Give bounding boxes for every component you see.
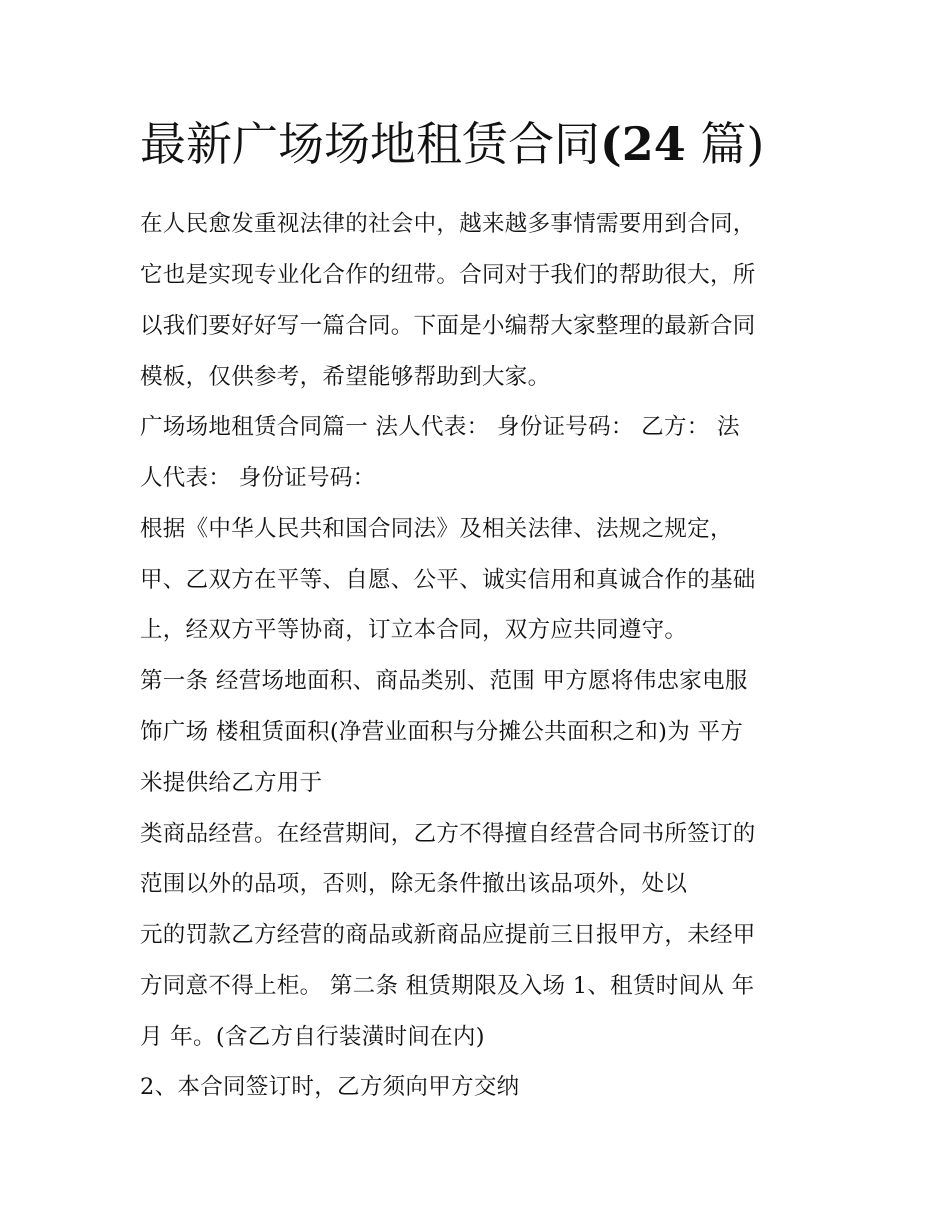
- body-line-13: 类商品经营。在经营期间，乙方不得擅自经营合同书所签订的: [140, 821, 756, 847]
- body-line-16: 方同意不得上柜。 第二条 租赁期限及入场 1、租赁时间从 年: [140, 973, 755, 999]
- body-line-18: 2、本合同签订时，乙方须向甲方交纳: [140, 1074, 520, 1100]
- body-line-3: 以我们要好好写一篇合同。下面是小编帮大家整理的最新合同: [140, 313, 756, 339]
- body-line-11: 饰广场 楼租赁面积(净营业面积与分摊公共面积之和)为 平方: [140, 719, 744, 745]
- body-line-12: 米提供给乙方用于: [140, 770, 323, 796]
- document-title: [140, 112, 840, 176]
- body-line-10: 第一条 经营场地面积、商品类别、范围 甲方愿将伟忠家电服: [140, 668, 748, 694]
- body-line-9: 上，经双方平等协商，订立本合同，双方应共同遵守。: [140, 617, 688, 643]
- body-line-5: 广场场地租赁合同篇一 法人代表： 身份证号码： 乙方： 法: [140, 414, 740, 440]
- body-line-6: 人代表： 身份证号码：: [140, 465, 376, 491]
- body-line-15: 元的罚款乙方经营的商品或新商品应提前三日报甲方，未经甲: [140, 922, 756, 948]
- body-line-17: 月 年。(含乙方自行装潢时间在内): [140, 1024, 485, 1050]
- body-line-4: 模板，仅供参考，希望能够帮助到大家。: [140, 364, 551, 390]
- body-line-2: 它也是实现专业化合作的纽带。合同对于我们的帮助很大，所: [140, 262, 756, 288]
- title-suffix: 篇): [700, 117, 765, 171]
- body-line-14: 范围以外的品项，否则，除无条件撤出该品项外，处以: [140, 871, 688, 897]
- title-count: (24: [600, 117, 686, 171]
- body-line-7: 根据《中华人民共和国合同法》及相关法律、法规之规定，: [140, 516, 733, 542]
- body-line-1: 在人民愈发重视法律的社会中，越来越多事情需要用到合同，: [140, 211, 756, 237]
- title-main: 最新广场场地租赁合同: [140, 117, 600, 171]
- body-line-8: 甲、乙双方在平等、自愿、公平、诚实信用和真诚合作的基础: [140, 567, 756, 593]
